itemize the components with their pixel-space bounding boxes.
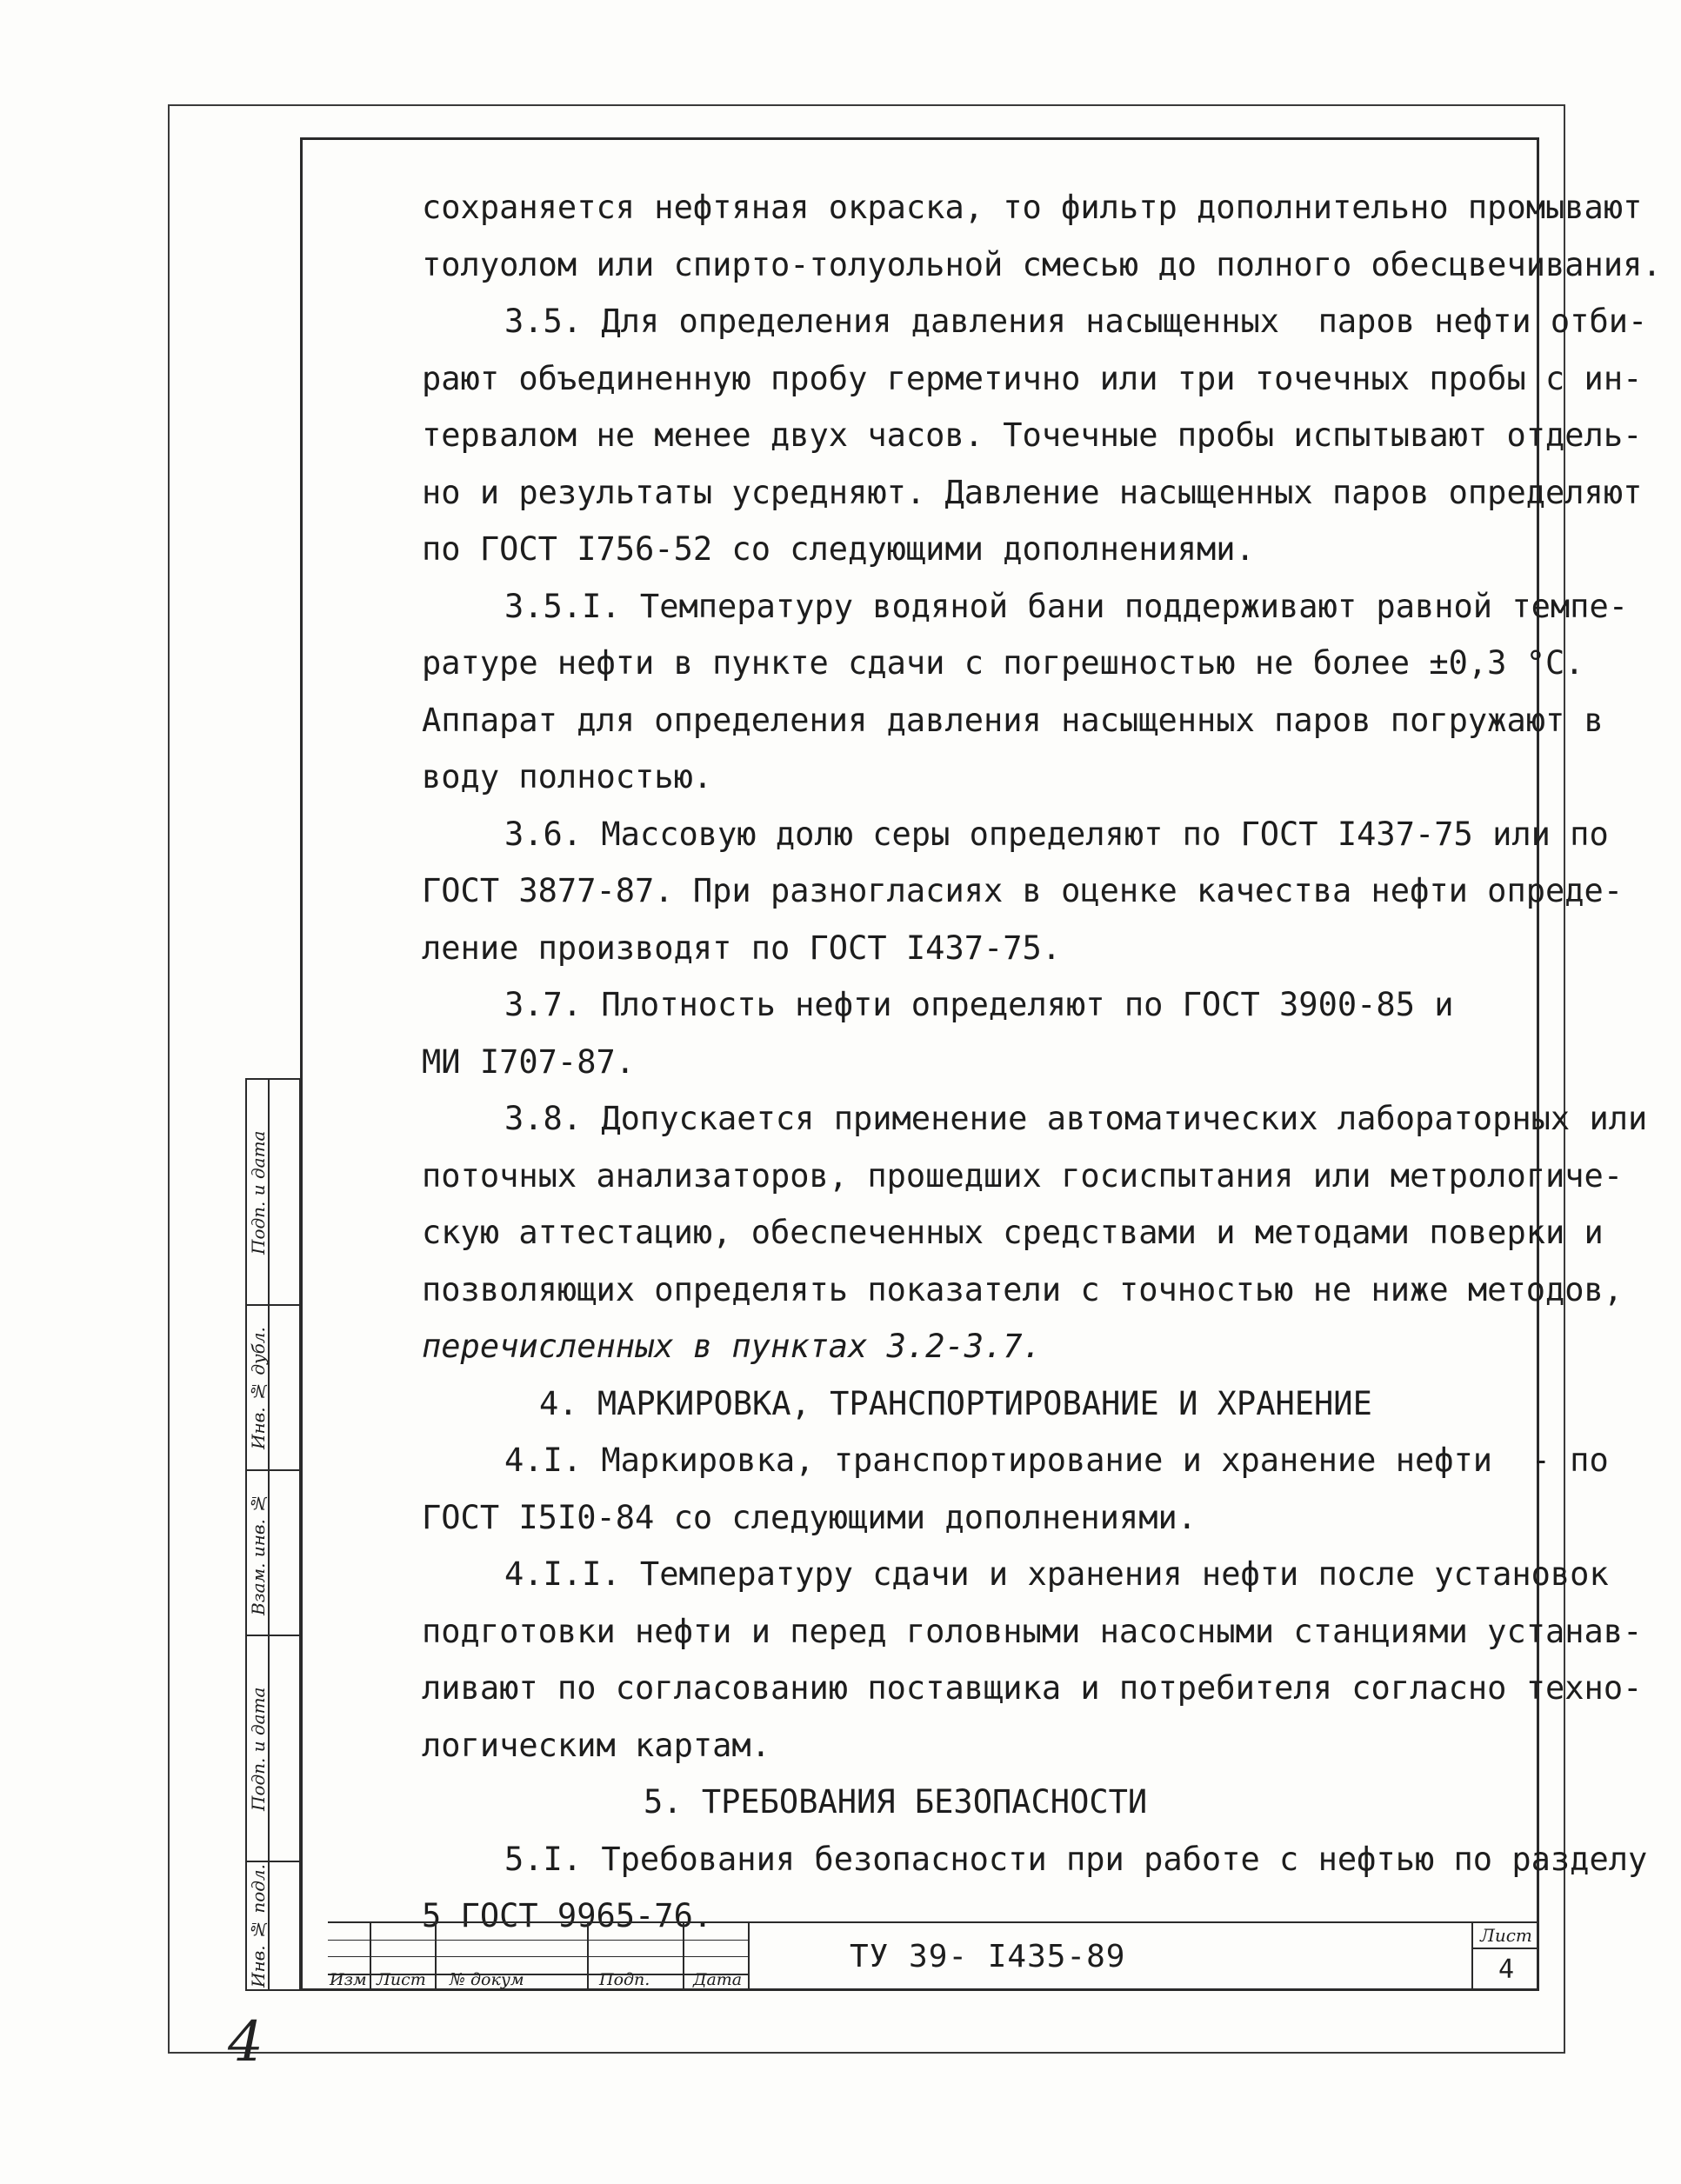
- sheet-label: Лист: [1473, 1923, 1539, 1949]
- text-line: Аппарат для определения давления насыщенных паров погружают в: [422, 701, 1604, 739]
- text-line: 4.I.I. Температуру сдачи и хранения нефти после установок: [504, 1555, 1609, 1593]
- text-line: МИ I707-87.: [422, 1042, 636, 1081]
- text-line: воду полностью.: [422, 758, 713, 796]
- text-line: ГОСТ I5I0-84 со следующими дополнениями.: [422, 1498, 1197, 1536]
- text-line: логическим картам.: [422, 1726, 770, 1764]
- column-label-change: Изм: [330, 1970, 367, 1989]
- text-line: 3.6. Массовую долю серы определяют по ГОСТ I437-75 или по: [504, 815, 1609, 853]
- text-line: тервалом не менее двух часов. Точечные пробы испытывают отдель-: [422, 416, 1643, 454]
- column-label-doc-number: № докум: [450, 1970, 524, 1989]
- column-label-date: Дата: [693, 1970, 743, 1989]
- column-label-signature: Подп.: [599, 1970, 650, 1989]
- text-line: по ГОСТ I756-52 со следующими дополнениями.: [422, 530, 1255, 568]
- text-line: ливают по согласованию поставщика и потребителя согласно техно-: [422, 1669, 1643, 1707]
- text-line: сохраняется нефтяная окраска, то фильтр дополнительно промывают: [422, 189, 1643, 226]
- handwritten-mark: 4: [228, 2010, 263, 2074]
- document-body: [422, 179, 1662, 1945]
- side-stamp: [245, 1078, 301, 1991]
- title-block: [328, 1921, 1539, 1991]
- text-line: 5 ГОСТ 9965-76.: [422, 1897, 713, 1934]
- text-line: поточных анализаторов, прошедших госиспытания или метрологиче-: [422, 1156, 1624, 1195]
- sheet-number: 4: [1498, 1954, 1515, 1985]
- text-line: ГОСТ 3877-87. При разногласиях в оценке качества нефти опреде-: [422, 872, 1624, 909]
- text-line: рают объединенную пробу герметично или три точечных пробы с ин-: [422, 359, 1643, 397]
- side-stamp-label: Подп. и дата: [248, 1130, 269, 1255]
- text-line: 3.7. Плотность нефти определяют по ГОСТ 3900-85 и: [504, 986, 1454, 1023]
- text-line: 3.5. Для определения давления насыщенных паров нефти отби-: [504, 303, 1648, 340]
- sheet-box: [1471, 1923, 1539, 1991]
- document-code: ТУ 39- I435-89: [850, 1939, 1126, 1974]
- column-label-sheet: Лист: [377, 1970, 426, 1989]
- side-stamp-label: Инв. № подл.: [248, 1863, 269, 1988]
- side-stamp-label: Инв. № дубл.: [248, 1327, 269, 1450]
- text-line: подготовки нефти и перед головными насосными станциями устанав-: [422, 1612, 1643, 1650]
- text-line: ление производят по ГОСТ I437-75.: [422, 929, 1062, 967]
- text-line: позволяющих определять показатели с точностью не ниже методов,: [422, 1270, 1624, 1308]
- text-line: 5.I. Требования безопасности при работе с нефтью по разделу: [504, 1840, 1648, 1878]
- section-heading: 5. ТРЕБОВАНИЯ БЕЗОПАСНОСТИ: [644, 1783, 1148, 1821]
- text-line: но и результаты усредняют. Давление насыщенных паров определяют: [422, 473, 1643, 511]
- text-line: 4.I. Маркировка, транспортирование и хранение нефти - по: [504, 1442, 1609, 1479]
- revision-grid: [328, 1923, 750, 1991]
- side-stamp-label: Взам. инв. №: [248, 1492, 269, 1615]
- text-line: толуолом или спирто-толуольной смесью до полного обесцвечивания.: [422, 245, 1662, 283]
- section-heading: 4. МАРКИРОВКА, ТРАНСПОРТИРОВАНИЕ И ХРАНЕНИЕ: [539, 1384, 1372, 1422]
- text-line: ратуре нефти в пункте сдачи с погрешностью не более ±0,3 °С.: [422, 644, 1584, 682]
- text-line: 3.8. Допускается применение автоматических лабораторных или: [504, 1100, 1648, 1137]
- text-line: 3.5.I. Температуру водяной бани поддерживают равной темпе-: [504, 587, 1629, 625]
- text-line: скую аттестацию, обеспеченных средствами и методами поверки и: [422, 1214, 1604, 1251]
- text-line: перечисленных в пунктах 3.2-3.7.: [422, 1328, 1042, 1365]
- side-stamp-label: Подп. и дата: [248, 1687, 269, 1812]
